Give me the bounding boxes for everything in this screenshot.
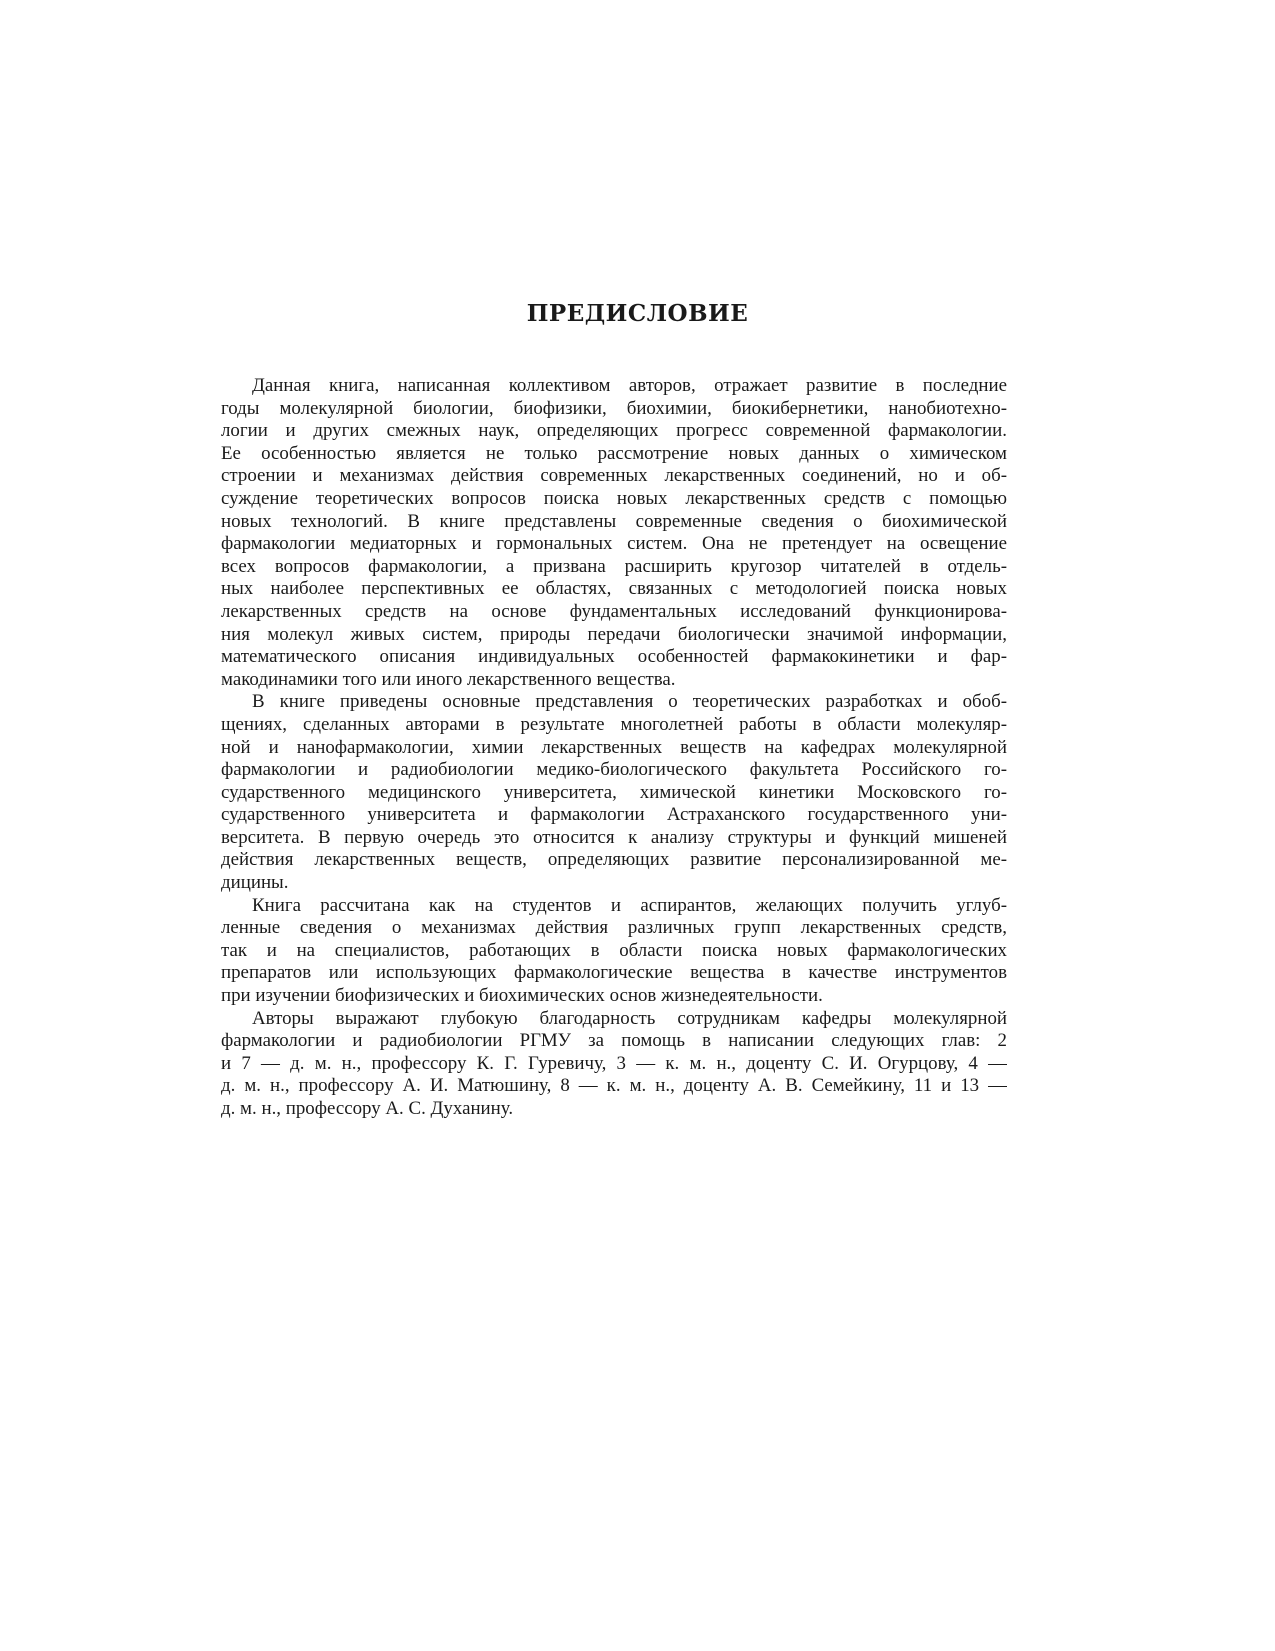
paragraph: [221, 1008, 1007, 1121]
text-line: щениях, сделанных авторами в результате многолетней работы в области молекуляр-: [221, 713, 1007, 735]
text-line: В книге приведены основные представления о теоретических разработках и обоб-: [252, 691, 1007, 713]
text-line: новых технологий. В книге представлены современные сведения о биохимической: [221, 510, 1007, 532]
preface-body: [221, 375, 1007, 1121]
text-line: строении и механизмах действия современных лекарственных соединений, но и об-: [221, 465, 1007, 487]
text-line: годы молекулярной биологии, биофизики, биохимии, биокибернетики, нанобиотехно-: [221, 397, 1007, 419]
text-line: Книга рассчитана как на студентов и аспирантов, желающих получить углуб-: [252, 894, 1007, 916]
text-line: Авторы выражают глубокую благодарность сотрудникам кафедры молекулярной: [252, 1007, 1007, 1029]
text-line: д. м. н., профессору А. И. Матюшину, 8 — к. м. н., доценту А. В. Семейкину, 11 и 13 —: [221, 1075, 1007, 1097]
text-line: ния молекул живых систем, природы передачи биологически значимой информации,: [221, 623, 1007, 645]
text-line: д. м. н., профессору А. С. Духанину.: [221, 1098, 514, 1119]
text-line: действия лекарственных веществ, определяющих развитие персонализированной ме-: [221, 849, 1007, 871]
text-line: фармакологии и радиобиологии РГМУ за помощь в написании следующих глав: 2: [221, 1030, 1007, 1052]
text-line: фармакологии медиаторных и гормональных систем. Она не претендует на освещение: [221, 533, 1007, 555]
text-line: лекарственных средств на основе фундаментальных исследований функционирова-: [221, 600, 1007, 622]
text-line: всех вопросов фармакологии, а призвана расширить кругозор читателей в отдель-: [221, 555, 1007, 577]
text-line: математического описания индивидуальных особенностей фармакокинетики и фар-: [221, 646, 1007, 668]
paragraph: [221, 375, 1007, 691]
text-line: Ее особенностью является не только рассмотрение новых данных о химическом: [221, 442, 1007, 464]
text-line: фармакологии и радиобиологии медико-биологического факультета Российского го-: [221, 759, 1007, 781]
text-line: ленные сведения о механизмах действия различных групп лекарственных средств,: [221, 917, 1007, 939]
text-line: ных наиболее перспективных ее областях, связанных с методологией поиска новых: [221, 578, 1007, 600]
text-line: верситета. В первую очередь это относится к анализу структуры и функций мишеней: [221, 826, 1007, 848]
text-line: сударственного медицинского университета, химической кинетики Московского го-: [221, 781, 1007, 803]
paragraph: [221, 691, 1007, 894]
text-line: логии и других смежных наук, определяющих прогресс современной фармакологии.: [221, 420, 1007, 442]
text-line: при изучении биофизических и биохимических основ жизнедеятельности.: [221, 985, 823, 1007]
text-line: препаратов или использующих фармакологические вещества в качестве инструментов: [221, 962, 1007, 984]
text-line: и 7 — д. м. н., профессору К. Г. Гуревичу, 3 — к. м. н., доценту С. И. Огурцову, 4 —: [221, 1052, 1007, 1074]
paragraph: [221, 895, 1007, 1008]
page-title: ПРЕДИСЛОВИЕ: [526, 300, 749, 327]
text-line: сударственного университета и фармакологии Астраханского государственного уни-: [221, 804, 1007, 826]
text-line: макодинамики того или иного лекарственного вещества.: [221, 668, 676, 690]
text-line: дицины.: [221, 872, 289, 894]
text-line: так и на специалистов, работающих в области поиска новых фармакологических: [221, 939, 1007, 961]
text-line: Данная книга, написанная коллективом авторов, отражает развитие в последние: [252, 375, 1007, 396]
text-line: суждение теоретических вопросов поиска новых лекарственных средств с помощью: [221, 487, 1007, 509]
text-line: ной и нанофармакологии, химии лекарственных веществ на кафедрах молекулярной: [221, 736, 1007, 758]
